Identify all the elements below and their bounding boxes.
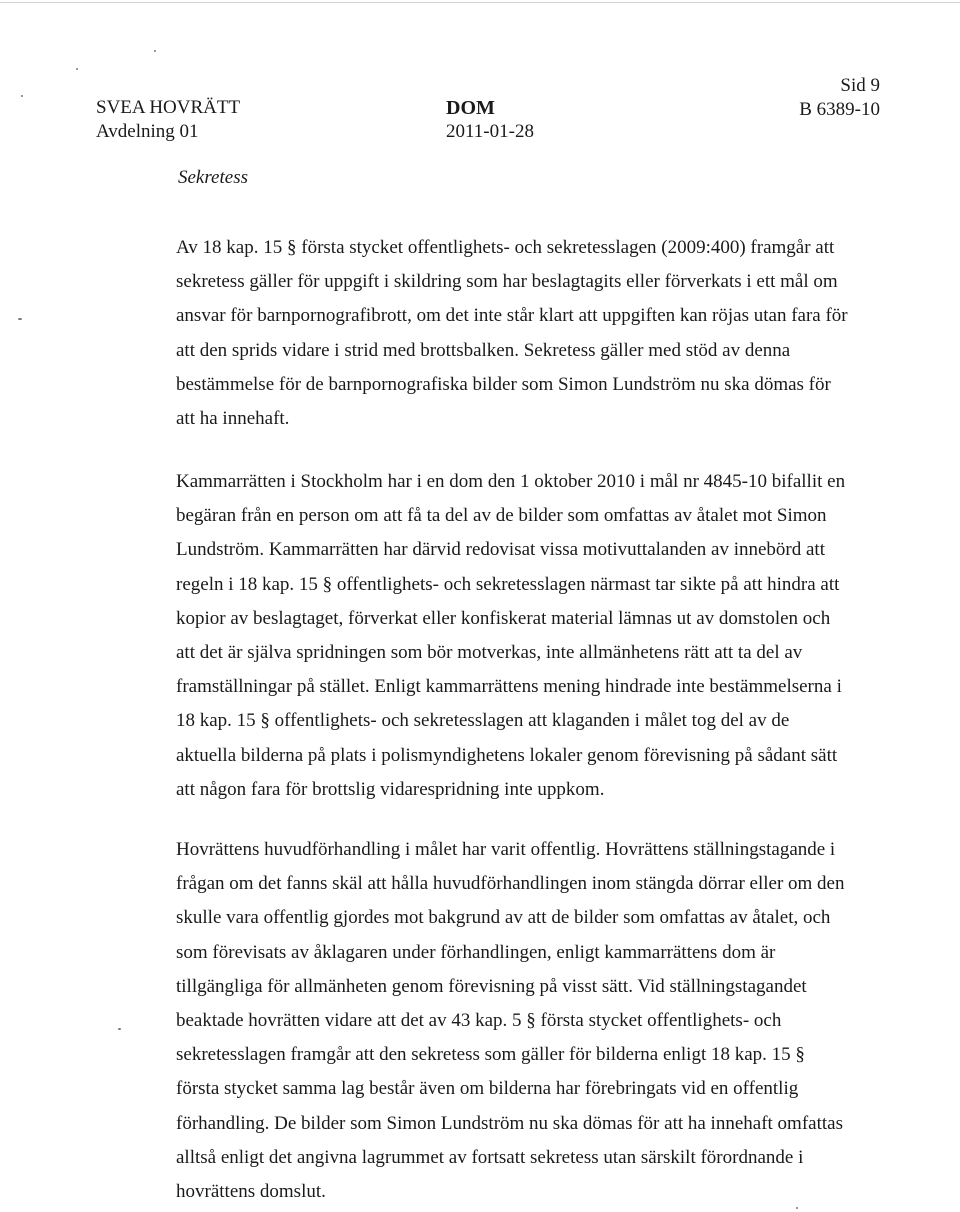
page-number: Sid 9 [840,75,880,96]
document-type: DOM [446,97,495,119]
scan-speck [154,50,156,52]
scan-speck [18,318,22,320]
scan-speck [76,68,78,70]
document-date: 2011-01-28 [446,121,534,142]
scan-speck [118,1028,121,1030]
paragraph-1: Av 18 kap. 15 § första stycket offentlighets- och sekretesslagen (2009:400) framgår att sekretess gäller för uppgift i skildring som har beslagtagits eller förverkats i ett mål om ansvar för barnpornografibrott, om det inte står klart att uppgiften kan röjas utan fara för att den sprids vidare i strid med brottsbalken. Sekretess gäller med stöd av denna bestämmelse för de barnpornografiska bilder som Simon Lundström nu ska dömas för att ha innehaft. [176,237,848,430]
paragraph-2: Kammarrätten i Stockholm har i en dom den 1 oktober 2010 i mål nr 4845-10 bifallit en begäran från en person om att få ta del av de bilder som omfattas av åtalet mot Simon Lundström. Kammarrätten har därvid redovisat vissa motivuttalanden av innebörd att regeln i 18 kap. 15 § offentlighets- och sekretesslagen närmast tar sikte på att hindra att kopior av beslagtaget, förverkat eller konfiskerat material lämnas ut av domstolen och att det är själva spridningen som bör motverkas, inte allmänhetens rätt att ta del av framställningar på stället. Enligt kammarrättens mening hindrade inte bestämmelserna i 18 kap. 15 § offentlighets- och sekretesslagen att klaganden i målet tog del av de aktuella bilderna på plats i polismyndighetens lokaler genom förevisning på sådant sätt att någon fara för brottslig vidarespridning inte uppkom. [176,471,846,800]
scan-top-edge [0,2,960,3]
scan-speck [796,1207,798,1209]
paragraph-3: Hovrättens huvudförhandling i målet har varit offentlig. Hovrättens ställningstagande i frågan om det fanns skäl att hålla huvudförhandlingen inom stängda dörrar eller om den skulle vara offentlig gjordes mot bakgrund av att de bilder som omfattas av åtalet, och som förevisats av åklagaren under förhandlingen, enligt kammarrättens dom är tillgängliga för allmänheten genom förevisning på visst sätt. Vid ställningstagandet beaktade hovrätten vidare att det av 43 kap. 5 § första stycket offentlighets- och sekretesslagen framgår att den sekretess som gäller för bilderna enligt 18 kap. 15 § första stycket samma lag består även om bilderna har förebringats vid en offentlig förhandling. De bilder som Simon Lundström nu ska dömas för att ha innehaft omfattas alltså enligt det angivna lagrummet av fortsatt sekretess utan särskilt förordnande i hovrättens domslut. [176,839,845,1203]
section-heading: Sekretess [178,167,248,188]
division: Avdelning 01 [96,121,199,142]
scan-speck [21,95,23,97]
court-name: SVEA HOVRÄTT [96,97,241,118]
case-number: B 6389-10 [799,99,880,120]
